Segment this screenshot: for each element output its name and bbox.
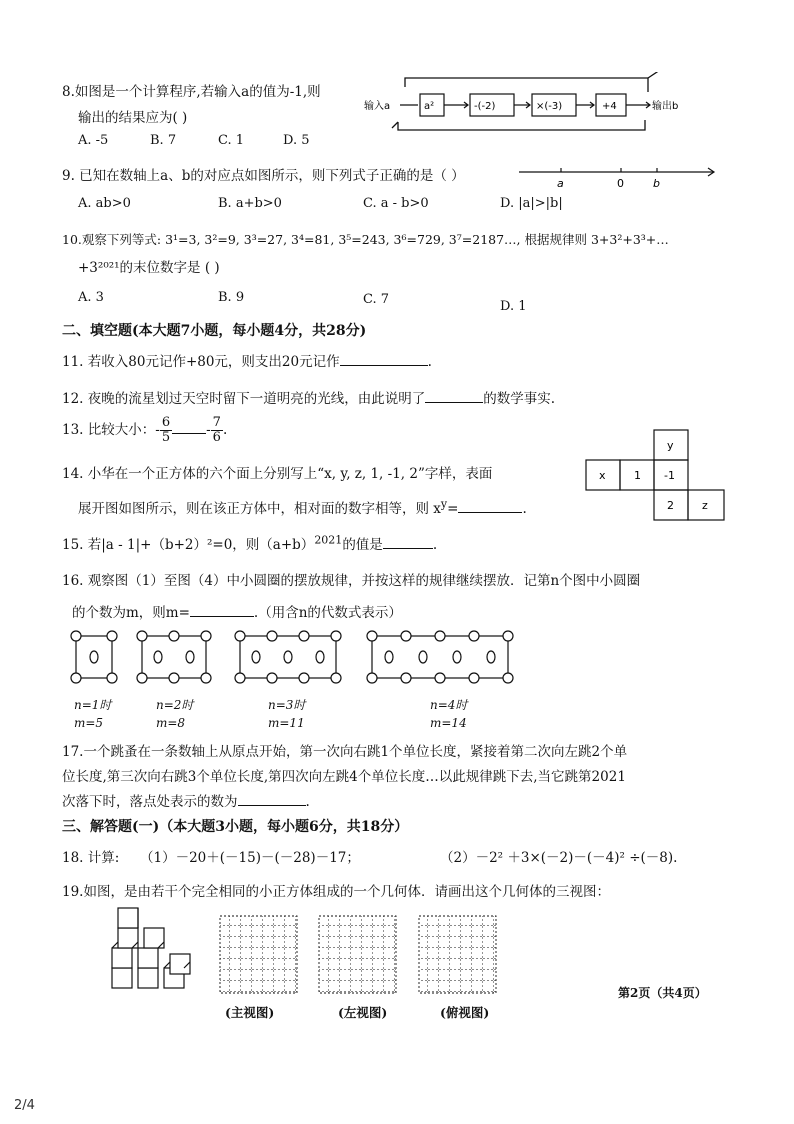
q9-option-b: B. a+b>0	[218, 196, 282, 211]
caption-m4: m=14	[430, 716, 467, 730]
q13-fraction-2: $\frac{7}{6}$	[212, 415, 221, 445]
q12-answer-blank[interactable]	[425, 390, 483, 403]
q15-answer-blank[interactable]	[383, 536, 433, 549]
q8-line2: 输出的结果应为( )	[78, 110, 188, 126]
q10-line2: +3²⁰²¹的末位数字是 ( )	[78, 260, 220, 276]
q12-end: 的数学事实.	[483, 391, 556, 407]
flow-output-label: 输出b	[652, 101, 679, 112]
q16-text2: .（用含n的代数式表示）	[253, 605, 402, 621]
net-face-y: y	[667, 439, 674, 452]
q8-option-a: A. -5	[78, 133, 109, 148]
q10-option-d: D. 1	[500, 299, 527, 314]
net-face-x: x	[599, 469, 606, 482]
q13-line	[62, 416, 227, 445]
net-face-1: 1	[634, 469, 641, 482]
three-view-grids	[218, 914, 508, 996]
q9-option-c: C. a - b>0	[363, 196, 429, 211]
q17-answer-blank[interactable]	[238, 793, 306, 806]
q10-line1: 10.观察下列等式: 3¹=3, 3²=9, 3³=27, 3⁴=81, 3⁵=243, 3⁶=729, 3⁷=2187…, 根据规律则 3+3²+3³+…	[62, 232, 669, 247]
q18-part1: （1）－20＋(－15)－(－28)－17；	[140, 850, 360, 866]
q15-text: 15. 若|a - 1|+（b+2）²=0，则（a+b）	[62, 537, 315, 553]
cube-net-diagram	[580, 428, 730, 526]
net-face-neg1: -1	[664, 469, 675, 482]
q8-option-b: B. 7	[150, 133, 177, 148]
q11-line	[62, 350, 432, 370]
axis-label-b: b	[653, 177, 660, 190]
caption-m3: m=11	[268, 716, 305, 730]
q17-line3	[62, 790, 310, 810]
axis-label-0: 0	[617, 177, 624, 190]
q14-answer-blank[interactable]	[458, 500, 522, 513]
section-3-heading: 三、解答题(一)（本大题3小题，每小题6分，共18分）	[62, 819, 409, 835]
q15-exponent: 2021	[314, 533, 343, 547]
q16-line2	[72, 601, 402, 621]
q8-option-c: C. 1	[218, 133, 245, 148]
circle-pattern-figures	[62, 626, 532, 688]
q14-line2: 展开图如图所示，则在该正方体中，相对面的数字相等，则 $x^y=$ .	[78, 497, 527, 517]
cube-solid-figure	[108, 906, 194, 992]
caption-m2: m=8	[156, 716, 186, 730]
q9-line: 9. 已知在数轴上a、b的对应点如图所示，则下列式子正确的是（ ）	[62, 168, 465, 184]
front-view-label: (主视图)	[225, 1005, 275, 1020]
q17-line1: 17.一个跳蚤在一条数轴上从原点开始，第一次向右跳1个单位长度，紧接着第二次向左跳2个单	[62, 744, 628, 760]
q18-label: 18. 计算:	[62, 850, 120, 866]
flow-box3-label: ×(-3)	[536, 101, 563, 112]
axis-label-a: a	[557, 177, 564, 190]
net-face-z: z	[702, 499, 708, 512]
q9-option-a: A. ab>0	[78, 196, 131, 211]
q15-text2: 的值是	[342, 537, 383, 553]
flow-box2-label: -(-2)	[474, 101, 496, 112]
q15-end: .	[432, 537, 438, 553]
q13-end: .	[222, 422, 228, 438]
q19-line: 19.如图，是由若干个完全相同的小正方体组成的一个几何体．请画出这个几何体的三视图：	[62, 884, 610, 900]
page-number: 第2页（共4页）	[618, 986, 707, 1000]
q12-line	[62, 387, 555, 407]
left-view-label: (左视图)	[338, 1005, 388, 1020]
q9-option-d: D. |a|>|b|	[500, 196, 563, 211]
caption-n4: n=4时	[430, 698, 468, 712]
q14-equals: =	[447, 501, 459, 517]
flow-box4-label: +4	[602, 101, 617, 112]
caption-m1: m=5	[74, 716, 104, 730]
top-view-label: (俯视图)	[440, 1005, 490, 1020]
q16-answer-blank[interactable]	[190, 604, 254, 617]
q12-text: 12. 夜晚的流星划过天空时留下一道明亮的光线，由此说明了	[62, 391, 426, 407]
q14-exponent: y	[440, 497, 448, 511]
q16-text: 的个数为m，则m=	[72, 605, 190, 621]
caption-n3: n=3时	[268, 698, 306, 712]
caption-n1: n=1时	[74, 698, 112, 712]
q8-flow-diagram	[360, 72, 720, 142]
q13-text: 13. 比较大小：-	[62, 422, 160, 438]
page-indicator: 2/4	[14, 1098, 35, 1113]
q10-option-b: B. 9	[218, 290, 245, 305]
section-2-heading: 二、填空题(本大题7小题，每小题4分，共28分)	[62, 323, 367, 339]
q14-line1: 14. 小华在一个正方体的六个面上分别写上“x, y, z, 1, -1, 2”字样，表面	[62, 466, 493, 482]
q17-line2: 位长度,第三次向右跳3个单位长度,第四次向左跳4个单位长度…以此规律跳下去,当它跳第2021	[62, 769, 626, 785]
q16-line1: 16. 观察图（1）至图（4）中小圆圈的摆放规律，并按这样的规律继续摆放．记第n个图中小圆圈	[62, 573, 641, 589]
q11-text: 11. 若收入80元记作+80元，则支出20元记作	[62, 354, 340, 370]
q11-answer-blank[interactable]	[340, 353, 428, 366]
q8-option-d: D. 5	[283, 133, 310, 148]
q17-text: 次落下时，落点处表示的数为	[62, 794, 238, 810]
q17-end: .	[305, 794, 310, 810]
flow-box1-label: a²	[424, 101, 435, 112]
q15-line	[62, 533, 437, 553]
q8-line1: 8.如图是一个计算程序,若输入a的值为-1,则	[62, 84, 321, 100]
q11-end: .	[427, 354, 432, 370]
caption-n2: n=2时	[156, 698, 194, 712]
q18-part2: （2）－2² ＋3×(－2)－(－4)² ÷(－8).	[440, 850, 678, 866]
q9-number-line	[515, 160, 720, 192]
q10-option-c: C. 7	[363, 292, 390, 307]
net-face-2: 2	[667, 499, 674, 512]
q14-text: 展开图如图所示，则在该正方体中，相对面的数字相等，则 x	[78, 501, 441, 517]
q13-answer-blank[interactable]	[172, 421, 206, 434]
q13-fraction-1: $\frac{6}{5}$	[161, 415, 171, 445]
q13-minus: -	[206, 422, 211, 438]
flow-input-label: 输入a	[364, 101, 391, 112]
q10-option-a: A. 3	[78, 290, 104, 305]
